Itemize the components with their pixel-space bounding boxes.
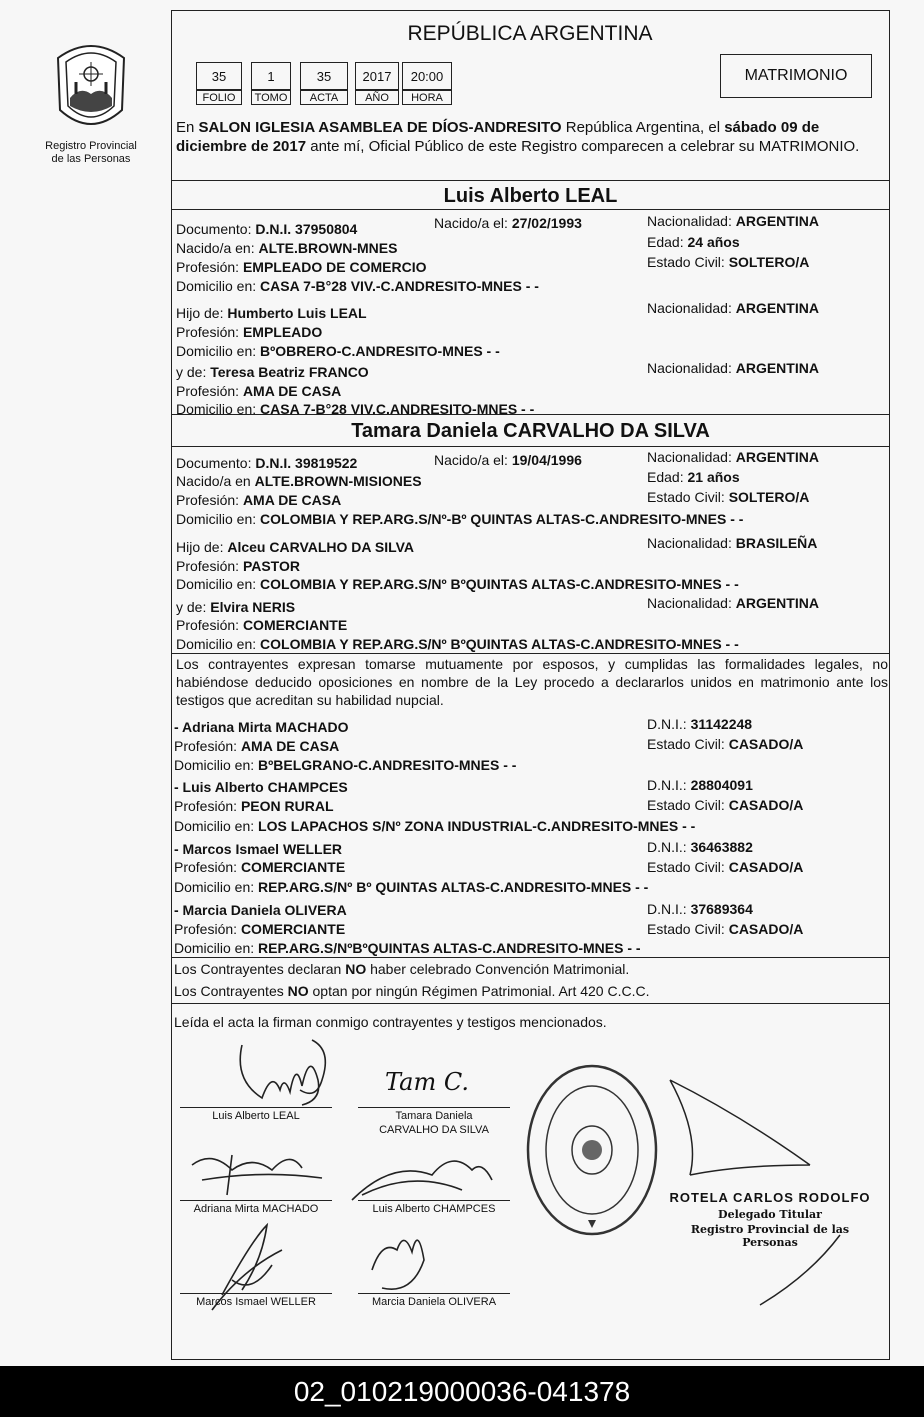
value: 37689364 (690, 901, 753, 917)
intro-text-3: República Argentina, el (561, 119, 725, 136)
logo-caption (30, 140, 152, 166)
anio-value: 2017 (355, 62, 399, 90)
witness-name: - Luis Alberto CHAMPCES (174, 779, 348, 795)
label: Nacionalidad: (647, 213, 736, 229)
spouse2-mother (176, 599, 295, 615)
value: COLOMBIA Y REP.ARG.S/Nº BºQUINTAS ALTAS-C.ANDRESITO-MNES - - (260, 636, 739, 652)
label: Profesión: (176, 617, 243, 633)
signature-line (358, 1200, 510, 1201)
witness-civil-status (647, 921, 803, 937)
value: ALTE.BROWN-MISIONES (254, 473, 422, 489)
spouse2-mother-address (176, 636, 739, 652)
value: 27/02/1993 (511, 215, 582, 231)
witness-dni (647, 716, 752, 732)
closing-statement: Leída el acta la firman conmigo contrayentes y testigos mencionados. (174, 1014, 607, 1030)
logo-caption-line2: de las Personas (51, 153, 131, 165)
value: BRASILEÑA (735, 535, 818, 551)
label: Documento: (176, 455, 256, 471)
spouse1-address (176, 278, 539, 294)
spouse2-civil-status (647, 489, 809, 505)
text: optan por ningún Régimen Patrimonial. Art 420 C.C.C. (308, 983, 650, 999)
label: Domicilio en: (176, 278, 261, 294)
witness-profession (174, 921, 345, 937)
spouse2-address (176, 511, 743, 527)
hora-label: HORA (402, 90, 452, 105)
spouse1-civil-status (647, 254, 809, 270)
spouse2-father (176, 539, 414, 555)
witness-profession (174, 738, 339, 754)
value: AMA DE CASA (242, 383, 342, 399)
spouse1-birthplace (176, 240, 397, 256)
intro-text-5: ante mí, Oficial Público de este Registro comparecen a celebrar su MATRIMONIO. (306, 138, 860, 155)
signature-label-witness1: Adriana Mirta MACHADO (193, 1203, 319, 1215)
value: PEON RURAL (240, 798, 334, 814)
value: ARGENTINA (735, 595, 819, 611)
label: y de: (176, 364, 211, 380)
witness-name: - Marcia Daniela OLIVERA (174, 902, 347, 918)
label: Estado Civil: (647, 797, 729, 813)
label: Domicilio en: (176, 343, 261, 359)
witness-civil-status (647, 797, 803, 813)
value: 21 años (687, 469, 740, 485)
value: 28804091 (690, 777, 753, 793)
value: COMERCIANTE (242, 617, 348, 633)
divider (171, 1003, 890, 1004)
value: CASADO/A (728, 921, 804, 937)
label: Profesión: (174, 859, 241, 875)
spouse2-mother-profession (176, 617, 347, 633)
value: REP.ARG.S/NºBºQUINTAS ALTAS-C.ANDRESITO-MNES - - (258, 940, 641, 956)
label: Estado Civil: (647, 489, 729, 505)
value: COLOMBIA Y REP.ARG.S/Nº BºQUINTAS ALTAS-C.ANDRESITO-MNES - - (260, 576, 739, 592)
label: Edad: (647, 469, 688, 485)
label: Profesión: (174, 738, 241, 754)
witness-civil-status (647, 736, 803, 752)
label: Nacionalidad: (647, 449, 736, 465)
convention-statement (174, 961, 629, 977)
acta-label: ACTA (300, 90, 348, 105)
value: 19/04/1996 (511, 452, 582, 468)
label: Domicilio en: (174, 879, 259, 895)
document-title: REPÚBLICA ARGENTINA (407, 22, 653, 45)
divider (171, 180, 890, 181)
witness-name: - Marcos Ismael WELLER (174, 841, 343, 857)
value: 24 años (687, 234, 740, 250)
label: D.N.I.: (647, 777, 691, 793)
spouse1-father-nationality (647, 300, 819, 316)
tomo-label: TOMO (251, 90, 291, 105)
spouse1-profession (176, 259, 427, 275)
intro-text-1: En (176, 119, 199, 136)
signature-line (180, 1293, 332, 1294)
label: Profesión: (174, 798, 241, 814)
label: Domicilio en: (176, 511, 261, 527)
spouse2-age (647, 469, 740, 485)
value: 36463882 (690, 839, 753, 855)
label: Domicilio en: (174, 818, 259, 834)
spouse2-father-nationality (647, 535, 817, 551)
label: Domicilio en: (176, 576, 261, 592)
label: Domicilio en: (174, 940, 259, 956)
value: ALTE.BROWN-MNES (258, 240, 398, 256)
signature-label-spouse2-line2: CARVALHO DA SILVA (379, 1124, 489, 1136)
text: Los Contrayentes declaran (174, 961, 346, 977)
signature-line (180, 1107, 332, 1108)
witness-civil-status (647, 859, 803, 875)
emphasis: NO (287, 983, 309, 999)
spouse1-age (647, 234, 740, 250)
signature-line (358, 1293, 510, 1294)
acta-value: 35 (300, 62, 348, 90)
value: CASA 7-B°28 VIV.C.ANDRESITO-MNES - - (260, 401, 535, 417)
value: COMERCIANTE (240, 921, 346, 937)
value: ARGENTINA (735, 449, 819, 465)
label: Profesión: (176, 492, 243, 508)
witness-address (174, 818, 695, 834)
folio-label: FOLIO (196, 90, 242, 105)
spouse1-mother-address (176, 401, 534, 417)
divider (171, 446, 890, 447)
spouse2-birthplace (176, 473, 422, 489)
signature-label-witness3: Marcos Ismael WELLER (196, 1296, 316, 1308)
value: CASADO/A (728, 736, 804, 752)
value: CASA 7-B°28 VIV.-C.ANDRESITO-MNES - - (260, 278, 539, 294)
witness-address (174, 940, 641, 956)
witness-address (174, 757, 516, 773)
label: Documento: (176, 221, 256, 237)
declaration-paragraph: Los contrayentes expresan tomarse mutuamente por esposos, y cumplidas las formalidades legales, no habiéndose deducido oposiciones en nombre de la Ley procedo a declararlos unidos en matrimonio ante los testigos que acreditan su habilidad nupcial. (176, 656, 888, 708)
signature-line (358, 1107, 510, 1108)
label: Hijo de: (176, 305, 228, 321)
hora-value: 20:00 (402, 62, 452, 90)
label: Edad: (647, 234, 688, 250)
spouse1-father-profession (176, 324, 322, 340)
value: D.N.I. 37950804 (255, 221, 358, 237)
label: Nacido/a el: (434, 452, 512, 468)
spouse1-mother (176, 364, 369, 380)
value: EMPLEADO (242, 324, 323, 340)
value: D.N.I. 39819522 (255, 455, 358, 471)
witness-dni (647, 839, 753, 855)
value: Humberto Luis LEAL (227, 305, 367, 321)
label: Nacido/a en (176, 473, 255, 489)
value: SOLTERO/A (728, 254, 810, 270)
spouse1-nationality (647, 213, 819, 229)
logo-caption-line1: Registro Provincial (45, 140, 137, 152)
spouse1-mother-nationality (647, 360, 819, 376)
signature-label-spouse1: Luis Alberto LEAL (212, 1110, 300, 1122)
label: Nacionalidad: (647, 535, 736, 551)
officer-title: Delegado Titular (718, 1208, 822, 1221)
label: D.N.I.: (647, 901, 691, 917)
label: Domicilio en: (176, 401, 261, 417)
spouse2-documento (176, 455, 357, 471)
spouse1-birthdate (434, 215, 582, 231)
value: CASADO/A (728, 859, 804, 875)
witness-dni (647, 777, 753, 793)
value: ARGENTINA (735, 213, 819, 229)
value: Elvira NERIS (210, 599, 296, 615)
label: y de: (176, 599, 211, 615)
province-shield-icon (50, 40, 132, 136)
folio-value: 35 (196, 62, 242, 90)
witness-dni (647, 901, 753, 917)
signature-label-witness2: Luis Alberto CHAMPCES (372, 1203, 496, 1215)
spouse2-name: Tamara Daniela CARVALHO DA SILVA (351, 420, 710, 442)
value: BºBELGRANO-C.ANDRESITO-MNES - - (258, 757, 517, 773)
witness-name: - Adriana Mirta MACHADO (174, 719, 349, 735)
label: Estado Civil: (647, 921, 729, 937)
handwritten-tamara: Tam C. (385, 1068, 469, 1096)
label: Nacido/a el: (434, 215, 512, 231)
label: Profesión: (176, 558, 243, 574)
patrimonial-regime-statement (174, 983, 649, 999)
spouse2-father-address (176, 576, 739, 592)
value: ARGENTINA (735, 360, 819, 376)
value: Teresa Beatriz FRANCO (210, 364, 369, 380)
value: SOLTERO/A (728, 489, 810, 505)
spouse1-name: Luis Alberto LEAL (443, 185, 618, 207)
act-type-box: MATRIMONIO (720, 54, 872, 98)
signature-line (180, 1200, 332, 1201)
label: Nacido/a en: (176, 240, 259, 256)
value: ARGENTINA (735, 300, 819, 316)
label: D.N.I.: (647, 839, 691, 855)
spouse2-mother-nationality (647, 595, 819, 611)
spouse2-father-profession (176, 558, 300, 574)
ceremony-place: SALON IGLESIA ASAMBLEA DE DÍOS-ANDRESITO (198, 119, 562, 136)
label: Profesión: (176, 324, 243, 340)
spouse1-documento (176, 221, 357, 237)
emphasis: NO (345, 961, 367, 977)
label: Estado Civil: (647, 859, 729, 875)
label: Nacionalidad: (647, 595, 736, 611)
value: LOS LAPACHOS S/Nº ZONA INDUSTRIAL-C.ANDRESITO-MNES - - (258, 818, 696, 834)
text: haber celebrado Convención Matrimonial. (366, 961, 630, 977)
value: REP.ARG.S/Nº Bº QUINTAS ALTAS-C.ANDRESITO-MNES - - (258, 879, 649, 895)
label: Hijo de: (176, 539, 228, 555)
divider (171, 653, 890, 654)
anio-label: AÑO (355, 90, 399, 105)
label: Profesión: (174, 921, 241, 937)
label: Nacionalidad: (647, 360, 736, 376)
spouse2-birthdate (434, 452, 582, 468)
ceremony-date: sábado 09 de diciembre de 2017 (176, 119, 820, 155)
value: PASTOR (242, 558, 300, 574)
official-seal-icon (522, 1060, 662, 1240)
value: COLOMBIA Y REP.ARG.S/Nº-Bº QUINTAS ALTAS-C.ANDRESITO-MNES - - (260, 511, 744, 527)
spouse2-nationality (647, 449, 819, 465)
text: Los Contrayentes (174, 983, 288, 999)
value: COMERCIANTE (240, 859, 346, 875)
label: Estado Civil: (647, 254, 729, 270)
divider (171, 209, 890, 210)
province-logo (50, 40, 132, 136)
value: AMA DE CASA (242, 492, 342, 508)
value: BºOBRERO-C.ANDRESITO-MNES - - (260, 343, 500, 359)
value: EMPLEADO DE COMERCIO (242, 259, 427, 275)
value: CASADO/A (728, 797, 804, 813)
spouse2-profession (176, 492, 341, 508)
officer-name: ROTELA CARLOS RODOLFO (669, 1190, 871, 1205)
label: Estado Civil: (647, 736, 729, 752)
label: Profesión: (176, 383, 243, 399)
divider (171, 957, 890, 958)
label: D.N.I.: (647, 716, 691, 732)
spouse1-mother-profession (176, 383, 341, 399)
signature-label-witness4: Marcia Daniela OLIVERA (371, 1296, 497, 1308)
officer-org: Registro Provincial de las Personas (690, 1223, 850, 1249)
witness-address (174, 879, 648, 895)
label: Profesión: (176, 259, 243, 275)
spouse1-father (176, 305, 367, 321)
document-code-bar: 02_010219000036-041378 (0, 1366, 924, 1417)
witness-profession (174, 859, 345, 875)
tomo-value: 1 (251, 62, 291, 90)
value: 31142248 (690, 716, 753, 732)
label: Domicilio en: (174, 757, 259, 773)
intro-paragraph (176, 118, 888, 156)
spouse1-father-address (176, 343, 500, 359)
label: Nacionalidad: (647, 300, 736, 316)
value: Alceu CARVALHO DA SILVA (227, 539, 415, 555)
label: Domicilio en: (176, 636, 261, 652)
signature-label-spouse2-line1: Tamara Daniela (395, 1110, 473, 1122)
value: AMA DE CASA (240, 738, 340, 754)
witness-profession (174, 798, 334, 814)
